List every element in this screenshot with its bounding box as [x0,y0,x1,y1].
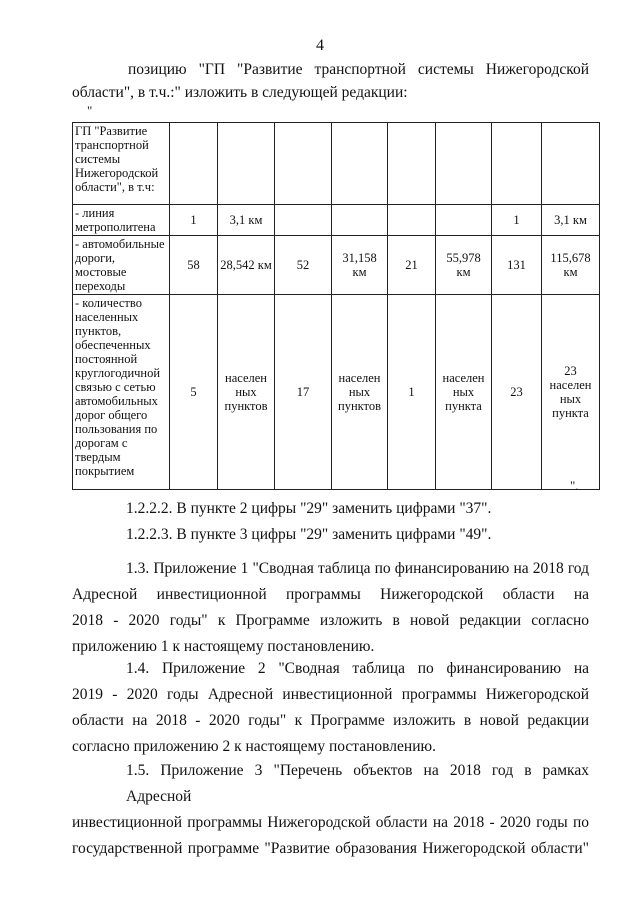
indicator-table [72,122,600,490]
row-label: - автомобильные дороги, мостовые переходы [73,236,170,295]
row-label: ГП "Развитие транспортной системы Нижегородской области", в т.ч: [73,123,170,205]
table-cell [170,123,218,205]
quote-close: ". [570,478,579,493]
table-cell: 31,158 км [332,236,388,295]
table-cell: 1 [492,205,542,236]
intro-line-2: области", в т.ч.:" изложить в следующей редакции: [72,84,408,101]
table-cell: 21 [388,236,436,295]
table-cell: населен ных пунктов [332,295,388,490]
intro-paragraph [72,58,589,104]
table-cell: 28,542 км [218,236,275,295]
row-label: - линия метрополитена [73,205,170,236]
table-cell: 3,1 км [218,205,275,236]
table-cell: 55,978 км [436,236,492,295]
table-cell [332,205,388,236]
table-cell [436,205,492,236]
table-cell [332,123,388,205]
table-cell: 17 [275,295,332,490]
table-row [73,295,600,490]
paragraph-1-2-2-2: 1.2.2.2. В пункте 2 цифры "29" заменить цифрами "37". [126,500,492,517]
paragraph-1-3: 1.3. Приложение 1 "Сводная таблица по финансированию на 2018 год Адресной инвестиционной программы Нижегородской области на 2018 - 2020 годы" к Программе изложить в новой редакции согласно приложению 1 к настоящему постановлению. [72,560,589,655]
table-row [73,123,600,205]
table-cell [436,123,492,205]
table-cell [388,123,436,205]
row-label: - количество населенных пунктов, обеспеченных постоянной круглогодичной связью с сетью автомобильных дорог общего пользования по дорогам с твердым покрытием [73,295,170,490]
table-cell: 52 [275,236,332,295]
table-cell [218,123,275,205]
quote-open: " [87,103,93,118]
table-cell: 1 [170,205,218,236]
table-cell: 1 [388,295,436,490]
table-cell: 131 [492,236,542,295]
table-cell [275,205,332,236]
table-cell [275,123,332,205]
table-cell: 23 населен ных пункта [542,295,600,490]
table-cell: 3,1 км [542,205,600,236]
table-cell: населен ных пунктов [218,295,275,490]
table-row [73,236,600,295]
page-number: 4 [316,37,324,54]
table-cell [492,123,542,205]
table-row [73,205,600,236]
paragraph-1-5: 1.5. Приложение 3 "Перечень объектов на 2018 год в рамках Адресной инвестиционной программы Нижегородской области на 2018 - 2020 годы по государственной программе "Развитие образования Нижегородской области" [72,762,589,857]
table-cell: 23 [492,295,542,490]
table-cell [388,205,436,236]
table-cell: 5 [170,295,218,490]
intro-line-1: позицию "ГП "Развитие транспортной системы Нижегородской [128,61,589,78]
table-cell: 58 [170,236,218,295]
paragraph-1-2-2-3: 1.2.2.3. В пункте 3 цифры "29" заменить цифрами "49". [126,526,492,543]
table-cell: 115,678 км [542,236,600,295]
table-cell [542,123,600,205]
table-cell: населен ных пункта [436,295,492,490]
paragraph-1-4: 1.4. Приложение 2 "Сводная таблица по финансированию на 2019 - 2020 годы Адресной инвестиционной программы Нижегородской области на 2018 - 2020 годы" к Программе изложить в новой редакции согласно приложению 2 к настоящему постановлению. [72,660,589,755]
